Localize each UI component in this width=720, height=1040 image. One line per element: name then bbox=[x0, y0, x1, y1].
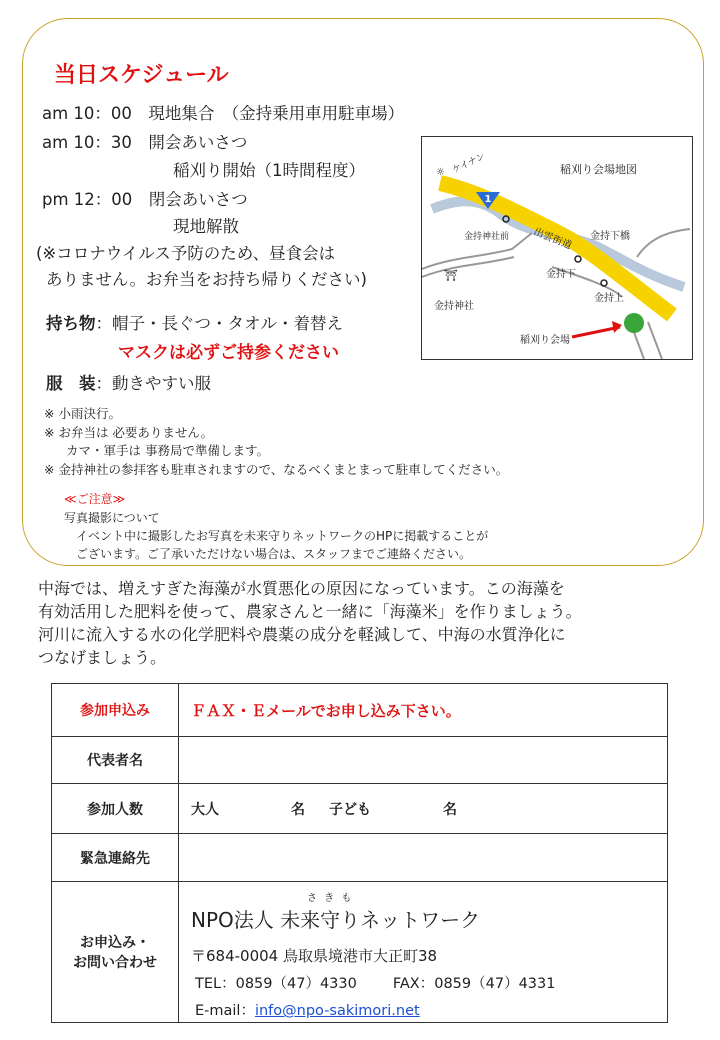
fax: FAX：0859（47）4331 bbox=[392, 976, 556, 992]
intro-line: つなげましょう。 bbox=[38, 648, 167, 667]
venue-arrow-icon bbox=[572, 327, 620, 337]
org-ruby: さ き も bbox=[307, 893, 354, 904]
rep-field[interactable] bbox=[179, 737, 668, 784]
venue-map bbox=[421, 136, 693, 360]
note: ※ 金持神社の参拝客も駐車されますので、なるべくまとまって駐車してください。 bbox=[44, 462, 509, 477]
map-title: 稲刈り会場地図 bbox=[560, 163, 637, 176]
child-label: 子ども bbox=[329, 801, 371, 818]
emergency-field[interactable] bbox=[179, 834, 668, 882]
landmark-icon: ☼ bbox=[436, 167, 445, 178]
count-label: 参加人数 bbox=[52, 784, 179, 834]
shrine-front-label: 金持神社前 bbox=[464, 232, 510, 242]
tel: TEL：0859（47）4330 bbox=[195, 976, 357, 992]
map-graphic bbox=[422, 137, 692, 359]
clothing-line bbox=[46, 370, 211, 394]
bridge-label: 金持下橋 bbox=[590, 231, 630, 242]
note: ※ お弁当は 必要ありません。 bbox=[44, 425, 214, 440]
torii-icon: ⛩ bbox=[444, 269, 458, 282]
caution-title: ≪ご注意≫ bbox=[64, 492, 126, 506]
form-row bbox=[52, 737, 668, 784]
intro-line: 中海では、増えすぎた海藻が水質悪化の原因になっています。この海藻を bbox=[38, 579, 565, 598]
venue-label: 稲刈り会場 bbox=[520, 335, 570, 346]
email-label: E-mail： bbox=[195, 1003, 255, 1019]
phone-line bbox=[191, 972, 666, 993]
caution-line: 写真撮影について bbox=[64, 511, 160, 525]
adult-label: 大人 bbox=[191, 801, 219, 818]
keinan-label: ケイナン bbox=[451, 151, 487, 176]
covid-note: (※コロナウイルス予防のため、昼食会は bbox=[36, 244, 336, 263]
arrow-head-icon bbox=[612, 321, 622, 333]
email-line bbox=[191, 999, 666, 1020]
schedule-item: pm 12：00 閉会あいさつ bbox=[42, 190, 248, 209]
side-road bbox=[637, 229, 690, 257]
schedule-item: 稲刈り開始（1時間程度） bbox=[173, 161, 365, 180]
emergency-label: 緊急連絡先 bbox=[52, 834, 179, 882]
unit-label: 名 bbox=[291, 801, 305, 818]
note: ※ 小雨決行。 bbox=[44, 406, 121, 421]
form-row bbox=[52, 834, 668, 882]
contact-info bbox=[179, 882, 668, 1023]
apply-label: 参加申込み bbox=[52, 684, 179, 737]
side-road bbox=[422, 257, 514, 277]
contact-label-line: お申込み・ bbox=[80, 935, 150, 951]
apply-value: ＦＡＸ・Ｅメールでお申し込み下さい。 bbox=[179, 684, 668, 737]
clothing-value: ：動きやすい服 bbox=[95, 374, 211, 393]
caution-line: ございます。ご了承いただけない場合は、スタッフまでご連絡ください。 bbox=[76, 547, 472, 561]
clothing-label: 服 装 bbox=[46, 374, 96, 393]
contact-label-line: お問い合わせ bbox=[73, 955, 157, 971]
schedule-title: 当日スケジュール bbox=[54, 63, 229, 88]
application-form bbox=[51, 683, 668, 1023]
belongings-label: 持ち物 bbox=[46, 314, 96, 333]
belongings-line bbox=[46, 310, 343, 334]
org-name: NPO法人 未来守りネットワーク bbox=[191, 908, 481, 932]
schedule-item: 現地解散 bbox=[173, 217, 239, 236]
intro-line: 河川に流入する水の化学肥料や農薬の成分を軽減して、中海の水質浄化に bbox=[38, 625, 566, 644]
mask-note: マスクは必ずご持参ください bbox=[118, 343, 339, 363]
shrine-label: 金持神社 bbox=[434, 301, 474, 312]
belongings-items: ：帽子・長ぐつ・タオル・着替え bbox=[95, 314, 343, 333]
form-row bbox=[52, 684, 668, 737]
kami-label: 金持上 bbox=[594, 293, 624, 304]
venue-icon bbox=[624, 313, 644, 333]
marker-1-label: 1 bbox=[484, 194, 492, 205]
contact-label bbox=[52, 882, 179, 1023]
schedule-item: am 10：30 開会あいさつ bbox=[42, 133, 248, 152]
count-field[interactable] bbox=[179, 784, 668, 834]
road-label: 出雲街道 bbox=[531, 226, 574, 252]
caution-line: イベント中に撮影したお写真を未来守りネットワークのHPに掲載することが bbox=[76, 529, 489, 543]
bus-stop-icon bbox=[575, 256, 581, 262]
unit-label: 名 bbox=[443, 801, 457, 818]
form-row bbox=[52, 882, 668, 1023]
address: 〒684-0004 鳥取県境港市大正町38 bbox=[191, 947, 438, 965]
intro-line: 有効活用した肥料を使って、農家さんと一緒に「海藻米」を作りましょう。 bbox=[38, 602, 582, 621]
schedule-item: am 10：00 現地集合 （金持乗用車用駐車場） bbox=[42, 104, 405, 123]
shimo-label: 金持下 bbox=[546, 269, 576, 280]
form-row bbox=[52, 784, 668, 834]
covid-note: ありません。お弁当をお持ち帰りください) bbox=[46, 270, 367, 289]
note: カマ・軍手は 事務局で準備します。 bbox=[66, 443, 269, 458]
rep-label: 代表者名 bbox=[52, 737, 179, 784]
email-link[interactable]: info@npo-sakimori.net bbox=[254, 1003, 420, 1019]
